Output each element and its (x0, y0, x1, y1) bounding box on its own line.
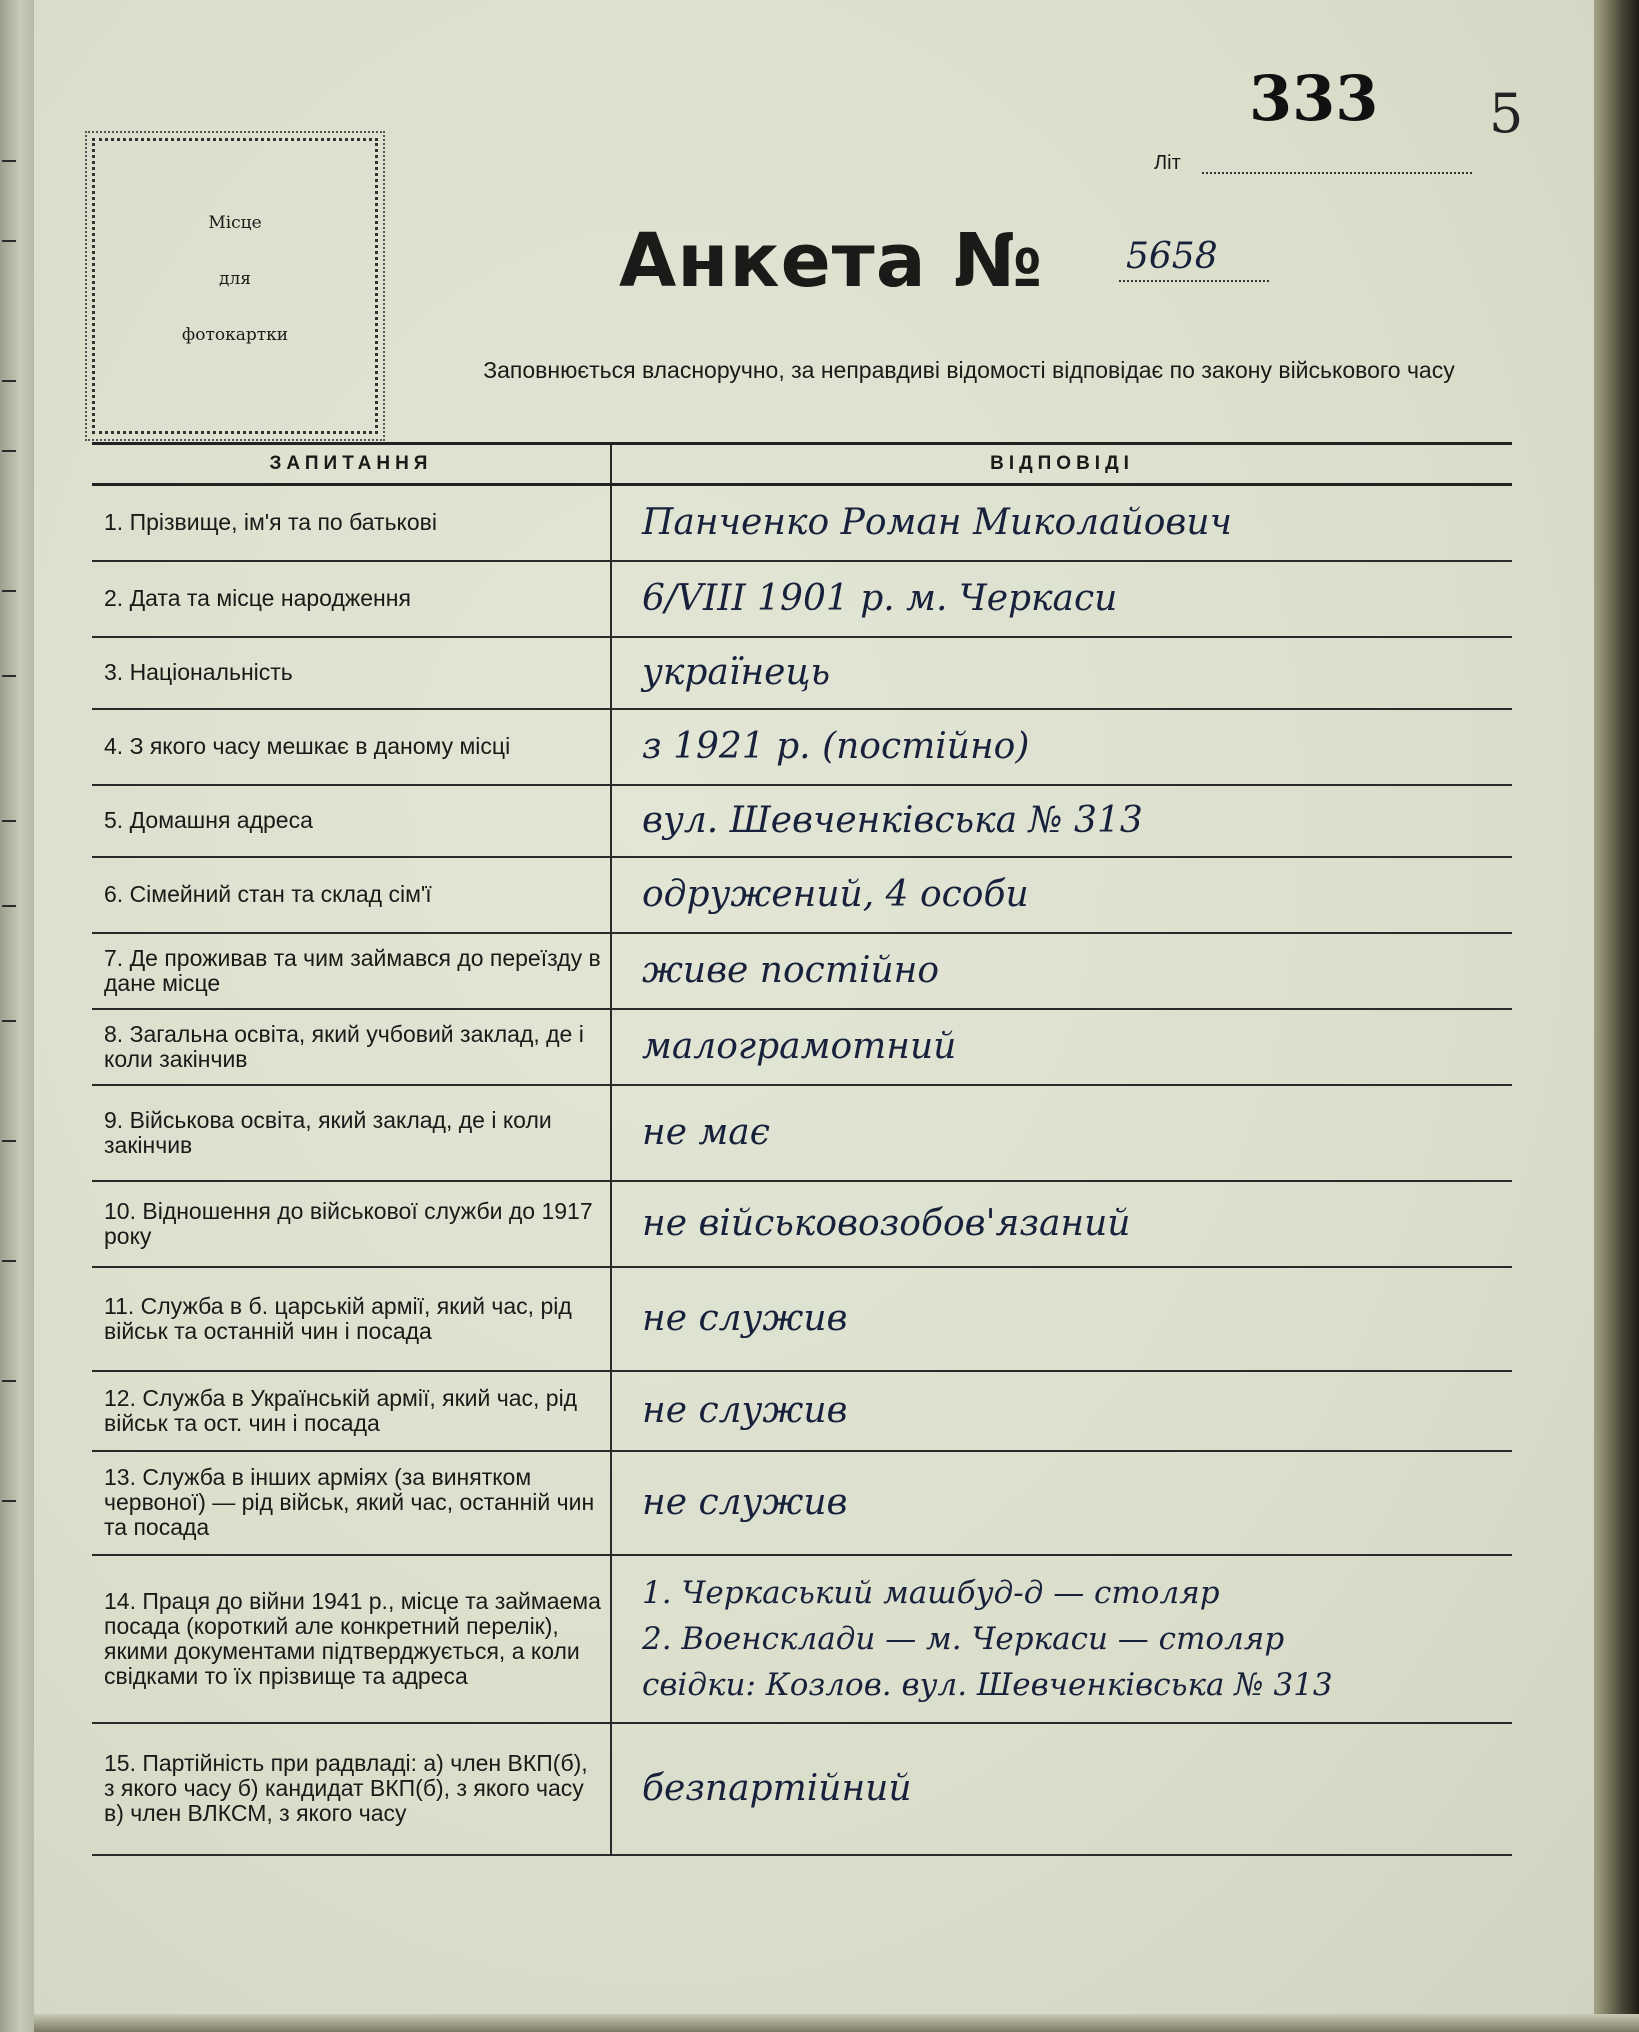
photo-label-line1: Місце (208, 213, 262, 233)
answer-cell (611, 709, 1512, 785)
question-cell: 9. Військова освіта, який заклад, де і коли закінчив (92, 1085, 611, 1181)
sheet-label-line (1202, 172, 1472, 174)
answer-cell (611, 933, 1512, 1009)
question-cell: 5. Домашня адреса (92, 785, 611, 857)
handwritten-answer: з 1921 р. (постійно) (642, 725, 1030, 767)
answer-cell (611, 637, 1512, 709)
table-header-row (92, 444, 1512, 485)
table-row (92, 1009, 1512, 1085)
archive-number: 333 (1249, 62, 1379, 135)
handwritten-answer: 6/VIII 1901 р. м. Черкаси (642, 577, 1118, 619)
question-cell: 4. З якого часу мешкає в даному місці (92, 709, 611, 785)
photo-placeholder (92, 138, 378, 434)
table-row (92, 1451, 1512, 1555)
handwritten-answer: одружений, 4 особи (642, 873, 1029, 915)
page-edge-bottom (34, 2014, 1639, 2032)
question-cell: 2. Дата та місце народження (92, 561, 611, 637)
answer-cell (611, 1555, 1512, 1723)
questionnaire-table (92, 442, 1512, 1856)
photo-label-line3: фотокартки (181, 325, 289, 345)
form-subtitle: Заповнюється власноручно, за неправдиві відомості відповідає по закону військового часу (483, 357, 1455, 383)
table-row (92, 1555, 1512, 1723)
handwritten-answer: українець (642, 651, 831, 693)
question-cell: 7. Де проживав та чим займався до переїзду в дане місце (92, 933, 611, 1009)
photo-label-line2: для (219, 269, 251, 289)
question-cell: 12. Служба в Українській армії, який час, рід військ та ост. чин і посада (92, 1371, 611, 1451)
form-sheet (34, 0, 1594, 2014)
handwritten-answer: не служив (642, 1389, 848, 1431)
table-row (92, 485, 1512, 561)
table-row (92, 1371, 1512, 1451)
handwritten-answer: свідки: Козлов. вул. Шевченківська № 313 (642, 1666, 1333, 1703)
handwritten-answer: не служив (642, 1297, 848, 1339)
table-row (92, 1267, 1512, 1371)
handwritten-answer: не військовозобов'язаний (642, 1202, 1131, 1244)
question-cell: 15. Партійність при радвладі: а) член ВКП(б), з якого часу б) кандидат ВКП(б), з якого часу в) член ВЛКСМ, з якого часу (92, 1723, 611, 1855)
question-cell: 10. Відношення до військової служби до 1917 року (92, 1181, 611, 1267)
handwritten-answer: безпартійний (642, 1767, 912, 1809)
handwritten-answer: вул. Шевченківська № 313 (642, 799, 1143, 841)
table-row (92, 1181, 1512, 1267)
answer-cell (611, 1371, 1512, 1451)
question-cell: 13. Служба в інших арміях (за винятком червоної) — рід військ, який час, останній чин та посада (92, 1451, 611, 1555)
handwritten-answer: не служив (642, 1481, 848, 1523)
answer-cell (611, 561, 1512, 637)
answer-cell (611, 785, 1512, 857)
handwritten-answer: Панченко Роман Миколайович (642, 501, 1232, 543)
question-cell: 14. Праця до війни 1941 р., місце та займаема посада (короткий але конкретний перелік), якими документами підтверджується, а коли свідками то їх прізвище та адреса (92, 1555, 611, 1723)
answer-cell (611, 1723, 1512, 1855)
handwritten-answer: малограмотний (642, 1025, 957, 1067)
question-cell: 6. Сімейний стан та склад сім'ї (92, 857, 611, 933)
handwritten-answer: не має (642, 1111, 770, 1153)
question-cell: 1. Прізвище, ім'я та по батькові (92, 485, 611, 561)
form-number-line (1119, 280, 1269, 282)
table-row (92, 709, 1512, 785)
table-row (92, 1085, 1512, 1181)
form-number: 5658 (1126, 236, 1218, 277)
answer-cell (611, 1009, 1512, 1085)
answer-cell (611, 857, 1512, 933)
answers-column-header: ВІДПОВІДІ (611, 444, 1512, 485)
table-row (92, 637, 1512, 709)
archive-sheet-number: 5 (1489, 82, 1524, 145)
handwritten-answer: живе постійно (642, 949, 940, 991)
handwritten-answer: 1. Черкаський машбуд-д — столяр (642, 1574, 1220, 1611)
table-row (92, 785, 1512, 857)
answer-cell (611, 485, 1512, 561)
question-cell: 8. Загальна освіта, який учбовий заклад, де і коли закінчив (92, 1009, 611, 1085)
question-cell: 11. Служба в б. царській армії, який час, рід військ та останній чин і посада (92, 1267, 611, 1371)
table-row (92, 1723, 1512, 1855)
binder-strip (0, 0, 36, 2032)
table-row (92, 933, 1512, 1009)
table-row (92, 561, 1512, 637)
answer-cell (611, 1451, 1512, 1555)
answer-cell (611, 1267, 1512, 1371)
sheet-label: Літ (1154, 152, 1181, 174)
handwritten-answer: 2. Военсклади — м. Черкаси — столяр (642, 1620, 1285, 1657)
answer-cell (611, 1181, 1512, 1267)
questions-column-header: ЗАПИТАННЯ (92, 444, 611, 485)
answer-cell (611, 1085, 1512, 1181)
form-title: Анкета № (619, 218, 1044, 304)
question-cell: 3. Національність (92, 637, 611, 709)
table-row (92, 857, 1512, 933)
